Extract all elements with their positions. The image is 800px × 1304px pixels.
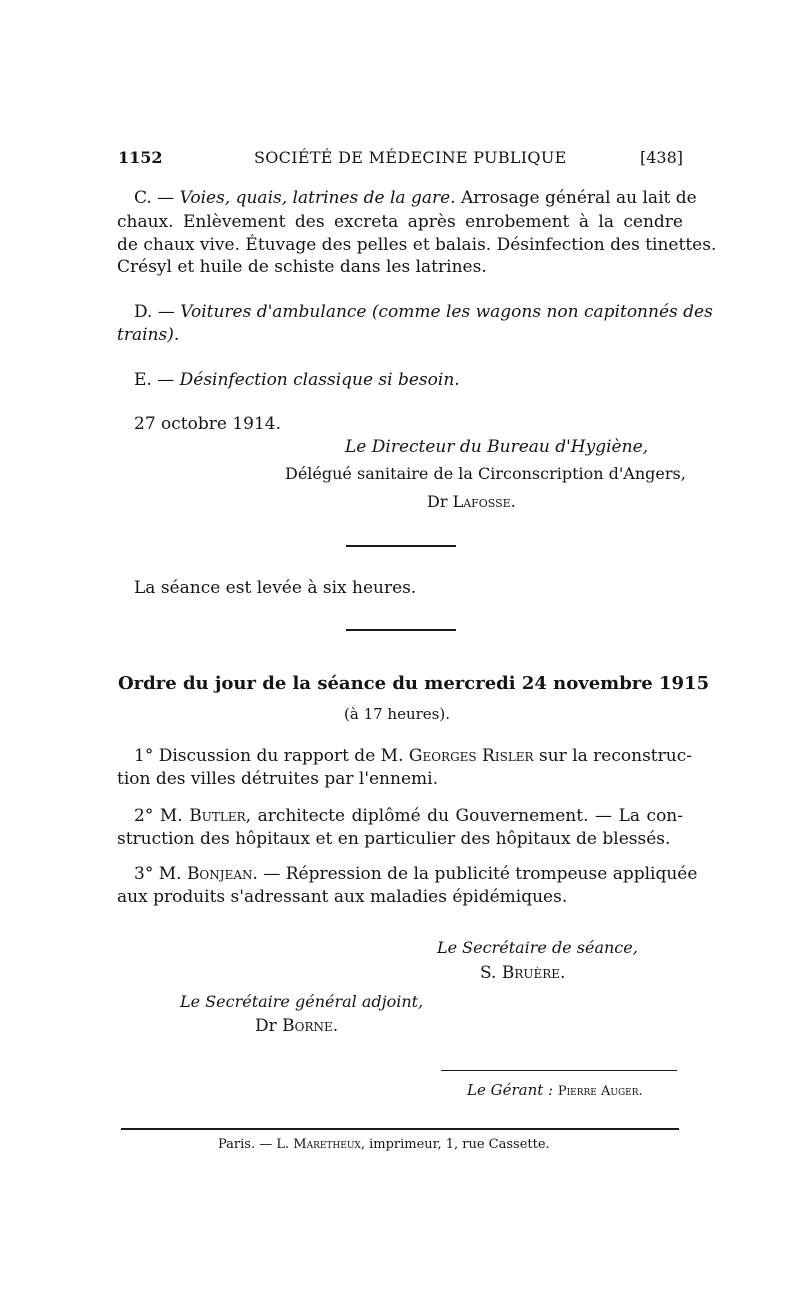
gerant-name: Pierre Auger. xyxy=(557,1084,643,1099)
agenda-item-3-intro: 3° M. xyxy=(134,864,182,884)
secretaire-general-name xyxy=(255,1016,338,1036)
signature-lafosse-role: Délégué sanitaire de la Circonscription d'Angers, xyxy=(285,464,686,483)
imprint-rule xyxy=(121,1128,679,1130)
item-c-title: Voies, quais, latrines de la gare. xyxy=(179,188,456,208)
agenda-item-3-line-2: aux produits s'adressant aux maladies épidémiques. xyxy=(117,887,568,907)
agenda-item-2-rest: architecte diplômé du Gouvernement. — La con- xyxy=(257,806,684,826)
imprint xyxy=(218,1135,550,1155)
section-rule-1 xyxy=(346,545,456,547)
agenda-item-2-line-1 xyxy=(134,806,683,826)
gerant-line xyxy=(467,1080,643,1102)
gerant-label: Le Gérant : xyxy=(467,1081,554,1099)
agenda-item-3-rest: — Répression de la publicité trompeuse appliquée xyxy=(263,864,698,884)
agenda-item-3-speaker: Bonjean. xyxy=(186,864,258,884)
item-d-text: Voitures d'ambulance (comme les wagons non capitonnés des xyxy=(180,302,713,322)
agenda-title: Ordre du jour de la séance du mercredi 24 novembre 1915 xyxy=(118,673,710,694)
running-header xyxy=(118,148,683,170)
secretaire-seance-title: Le Secrétaire de séance, xyxy=(437,938,638,957)
signature-lafosse-name xyxy=(427,492,516,512)
signature-lafosse-dr: Dr xyxy=(427,492,448,511)
item-c-line-3: de chaux vive. Étuvage des pelles et balais. Désinfection des tinettes. xyxy=(117,235,717,255)
agenda-item-1-line-1 xyxy=(134,746,692,766)
secretaire-general-title: Le Secrétaire général adjoint, xyxy=(180,992,424,1011)
item-d-line-1 xyxy=(134,302,713,322)
secretaire-general-surname: Borne. xyxy=(282,1016,339,1036)
agenda-time: (à 17 heures). xyxy=(344,705,450,723)
page-number: 1152 xyxy=(118,148,163,167)
gerant-rule xyxy=(441,1070,677,1071)
imprint-printer: Maretheux, xyxy=(293,1137,365,1152)
agenda-item-2-intro: 2° M. xyxy=(134,806,183,826)
imprint-address: imprimeur, 1, rue Cassette. xyxy=(369,1137,550,1152)
agenda-item-2-line-2: struction des hôpitaux et en particulier des hôpitaux de blessés. xyxy=(117,829,671,849)
running-title: SOCIÉTÉ DE MÉDECINE PUBLIQUE xyxy=(254,148,567,167)
seance-levee: La séance est levée à six heures. xyxy=(134,578,417,598)
agenda-item-1-intro: 1° Discussion du rapport de M. xyxy=(134,746,404,766)
item-c-line-1-rest: Arrosage général au lait de xyxy=(460,188,697,208)
agenda-item-3-line-1 xyxy=(134,864,698,884)
item-d-label: D. — xyxy=(134,302,175,322)
item-e-label: E. — xyxy=(134,370,175,390)
agenda-item-1-speaker: Georges Risler xyxy=(408,746,534,766)
agenda-item-2-speaker: Butler, xyxy=(189,806,252,826)
item-c-label: C. — xyxy=(134,188,175,208)
item-d-line-2: trains). xyxy=(117,325,180,345)
agenda-item-1-line-2: tion des villes détruites par l'ennemi. xyxy=(117,769,438,789)
section-rule-2 xyxy=(346,629,456,631)
agenda-item-1-rest: sur la reconstruc- xyxy=(539,746,692,766)
item-e-text: Désinfection classique si besoin. xyxy=(179,370,460,390)
item-e-line xyxy=(134,370,460,390)
page-reference: [438] xyxy=(639,148,683,167)
signature-lafosse-title: Le Directeur du Bureau d'Hygiène, xyxy=(345,437,649,457)
item-c-line-1 xyxy=(134,188,697,208)
item-c-line-4: Crésyl et huile de schiste dans les latrines. xyxy=(117,257,487,277)
secretaire-seance-name: S. Bruère. xyxy=(480,963,566,983)
signature-lafosse-surname: Lafosse. xyxy=(452,492,516,511)
item-c-line-2: chaux. Enlèvement des excreta après enrobement à la cendre xyxy=(117,212,683,232)
secretaire-general-dr: Dr xyxy=(255,1016,277,1036)
imprint-place: Paris. — L. xyxy=(218,1137,290,1152)
report-date: 27 octobre 1914. xyxy=(134,414,281,434)
